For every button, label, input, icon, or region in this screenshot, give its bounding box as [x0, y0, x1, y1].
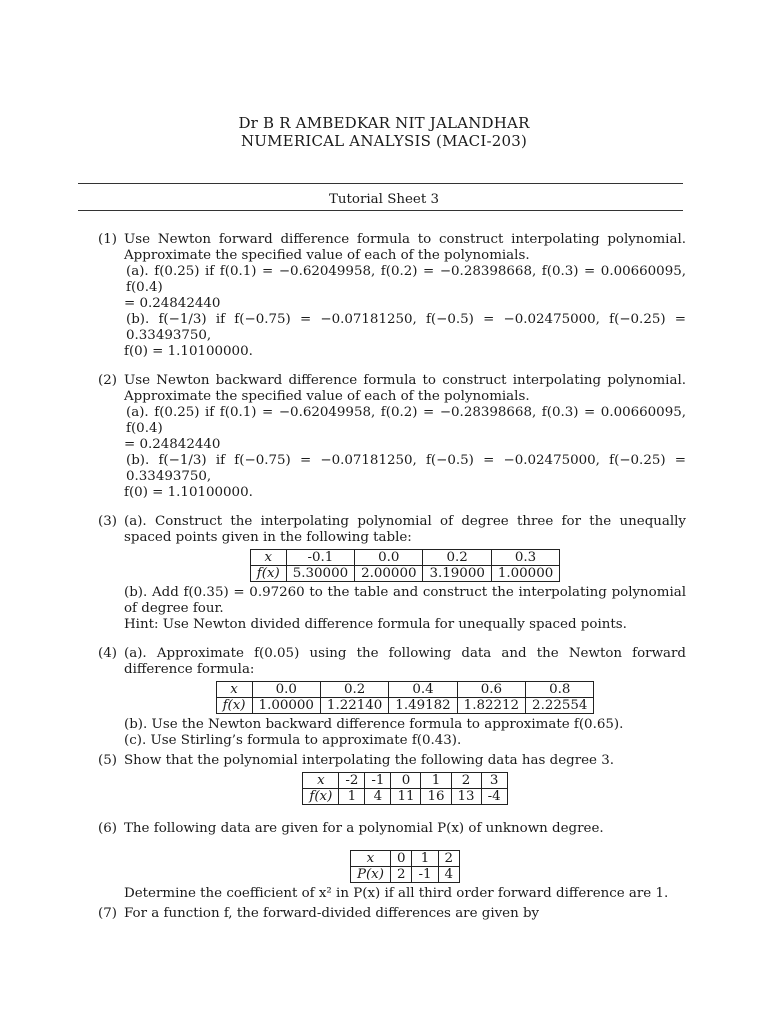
table-cell: 2 — [390, 867, 412, 883]
data-table — [250, 549, 560, 582]
problem-2 — [98, 373, 686, 501]
table-cell: P(x) — [350, 867, 390, 883]
table-cell: 0.0 — [252, 682, 320, 698]
table-row-px — [350, 867, 459, 883]
data-table — [216, 681, 595, 714]
problem-number: (7) — [98, 906, 117, 921]
problem-list — [98, 232, 686, 935]
table-cell: 1.00000 — [252, 698, 320, 714]
table-cell: 1.82212 — [457, 698, 525, 714]
table-cell: 1.49182 — [389, 698, 457, 714]
table-cell: 0 — [390, 851, 412, 867]
table-cell: 1.00000 — [491, 566, 559, 582]
data-table — [350, 850, 460, 883]
problem-number: (3) — [98, 514, 117, 529]
problem-intro: (a). Approximate f(0.05) using the following data and the Newton forward difference formula: — [124, 646, 686, 677]
table-cell: 1 — [412, 851, 438, 867]
bottom-rule — [78, 210, 683, 211]
table-cell: -1 — [412, 867, 438, 883]
table-cell: x — [350, 851, 390, 867]
table-cell: 0.3 — [491, 550, 559, 566]
problem-intro: (a). Construct the interpolating polynomial of degree three for the unequally spaced points given in the following table: — [124, 514, 686, 545]
table-cell: 1 — [421, 773, 451, 789]
table-row-x — [216, 682, 594, 698]
table-cell: 2 — [451, 773, 481, 789]
table-row-fx — [303, 789, 507, 805]
table-cell: 11 — [391, 789, 421, 805]
problem-intro: Use Newton forward difference formula to construct interpolating polynomial. Approximate the specified value of each of the polynomials. — [124, 232, 686, 263]
table-cell: 4 — [438, 867, 460, 883]
table-row-x — [350, 851, 459, 867]
institution-name: Dr B R AMBEDKAR NIT JALANDHAR — [238, 114, 530, 132]
problem-number: (6) — [98, 821, 117, 836]
table-cell: x — [303, 773, 339, 789]
table-cell: 3.19000 — [423, 566, 491, 582]
problem-number: (4) — [98, 646, 117, 661]
problem-intro: Show that the polynomial interpolating the following data has degree 3. — [124, 753, 614, 768]
table-cell: 0.0 — [355, 550, 423, 566]
problem-intro: The following data are given for a polynomial P(x) of unknown degree. — [124, 821, 604, 836]
part-b-continued: f(0) = 1.10100000. — [124, 344, 253, 359]
problem-6 — [98, 821, 686, 902]
table-row-fx — [250, 566, 559, 582]
part-b: (b). f(−1/3) if f(−0.75) = −0.07181250, f(−0.5) = −0.02475000, f(−0.25) = 0.33493750, — [126, 312, 686, 343]
table-cell: 1.22140 — [320, 698, 388, 714]
table-cell: 2.00000 — [355, 566, 423, 582]
course-title: NUMERICAL ANALYSIS (MACI-203) — [240, 132, 528, 150]
problem-number: (5) — [98, 753, 117, 768]
table-cell: -2 — [339, 773, 365, 789]
problem-3 — [98, 514, 686, 633]
table-row-fx — [216, 698, 594, 714]
table-cell: f(x) — [250, 566, 286, 582]
part-b: (b). f(−1/3) if f(−0.75) = −0.07181250, f(−0.5) = −0.02475000, f(−0.25) = 0.33493750, — [126, 453, 686, 484]
table-cell: -4 — [481, 789, 507, 805]
table-row-x — [303, 773, 507, 789]
table-cell: x — [216, 682, 252, 698]
table-cell: 4 — [365, 789, 391, 805]
part-a-continued: = 0.24842440 — [124, 437, 221, 452]
problem-4 — [98, 646, 686, 749]
table-cell: 0.4 — [389, 682, 457, 698]
problem-number: (1) — [98, 232, 117, 247]
problem-intro: For a function f, the forward-divided differences are given by — [124, 906, 540, 921]
hint: Hint: Use Newton divided difference formula for unequally spaced points. — [124, 617, 627, 632]
table-row-x — [250, 550, 559, 566]
table-cell: 16 — [421, 789, 451, 805]
table-cell: 2 — [438, 851, 460, 867]
problem-question: Determine the coefficient of x² in P(x) if all third order forward difference are 1. — [124, 886, 669, 901]
part-a: (a). f(0.25) if f(0.1) = −0.62049958, f(0.2) = −0.28398668, f(0.3) = 0.00660095, f(0.4) — [126, 405, 686, 436]
problem-1 — [98, 232, 686, 360]
part-b: (b). Add f(0.35) = 0.97260 to the table and construct the interpolating polynomial of degree four. — [124, 585, 686, 616]
part-b-continued: f(0) = 1.10100000. — [124, 485, 253, 500]
table-cell: f(x) — [303, 789, 339, 805]
table-cell: 13 — [451, 789, 481, 805]
page-header — [0, 114, 768, 150]
problem-7 — [98, 906, 686, 922]
table-cell: f(x) — [216, 698, 252, 714]
part-c: (c). Use Stirling’s formula to approximate f(0.43). — [124, 733, 462, 748]
table-cell: x — [250, 550, 286, 566]
table-cell: 3 — [481, 773, 507, 789]
table-cell: 2.22554 — [526, 698, 594, 714]
table-cell: 0 — [391, 773, 421, 789]
part-b: (b). Use the Newton backward difference formula to approximate f(0.65). — [124, 717, 624, 732]
top-rule — [78, 183, 683, 184]
problem-intro: Use Newton backward difference formula to construct interpolating polynomial. Approximate the specified value of each of the polynomials. — [124, 373, 686, 404]
table-cell: 5.30000 — [286, 566, 354, 582]
table-cell: -0.1 — [286, 550, 354, 566]
table-cell: 0.2 — [320, 682, 388, 698]
problem-number: (2) — [98, 373, 117, 388]
table-cell: 0.6 — [457, 682, 525, 698]
sheet-title: Tutorial Sheet 3 — [328, 192, 439, 207]
data-table — [302, 772, 507, 805]
table-cell: 1 — [339, 789, 365, 805]
part-a-continued: = 0.24842440 — [124, 296, 221, 311]
part-a: (a). f(0.25) if f(0.1) = −0.62049958, f(0.2) = −0.28398668, f(0.3) = 0.00660095, f(0.4) — [126, 264, 686, 295]
table-cell: 0.2 — [423, 550, 491, 566]
table-cell: -1 — [365, 773, 391, 789]
problem-5 — [98, 753, 686, 808]
table-cell: 0.8 — [526, 682, 594, 698]
